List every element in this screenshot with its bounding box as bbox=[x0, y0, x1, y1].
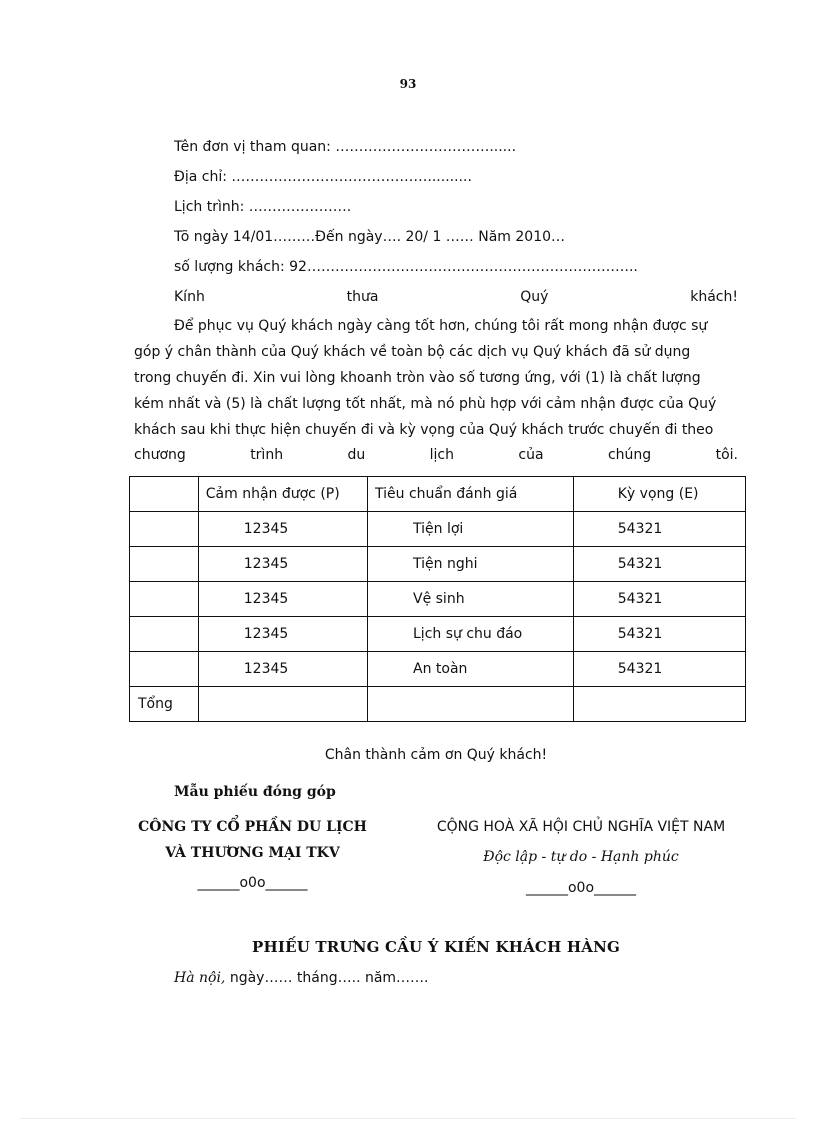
row-label-cell bbox=[130, 547, 199, 582]
expected-score-cell[interactable]: 54321 bbox=[573, 652, 745, 687]
row-label-cell bbox=[130, 652, 199, 687]
expected-score-cell[interactable]: 54321 bbox=[573, 547, 745, 582]
paragraph-line: khách sau khi thực hiện chuyến đi và kỳ vọng của Quý khách trước chuyến đi theo bbox=[134, 422, 714, 438]
table-row bbox=[130, 652, 746, 687]
company-name-line-2: VÀ THƯƠNG MẠI TKV bbox=[165, 845, 340, 861]
paragraph-word: trình bbox=[250, 447, 284, 463]
criterion-cell: Tiện lợi bbox=[368, 512, 574, 547]
perceived-score-cell[interactable]: 12345 bbox=[198, 582, 367, 617]
total-expected-cell[interactable] bbox=[573, 687, 745, 722]
expected-score-cell[interactable]: 54321 bbox=[573, 512, 745, 547]
form-template-title: Mẫu phiếu đóng góp bbox=[174, 784, 336, 800]
paragraph-line: trong chuyến đi. Xin vui lòng khoanh tròn vào số tương ứng, với (1) là chất lượng bbox=[134, 370, 701, 386]
date-blanks: ngày…… tháng….. năm……. bbox=[225, 970, 429, 986]
table-row bbox=[130, 582, 746, 617]
perceived-score-cell[interactable]: 12345 bbox=[198, 512, 367, 547]
republic-ornament: ______o0o______ bbox=[525, 880, 637, 896]
greeting-word: khách! bbox=[690, 289, 738, 305]
page-number: 93 bbox=[399, 77, 417, 91]
header-cell-expected: Kỳ vọng (E) bbox=[573, 477, 745, 512]
paragraph-line: góp ý chân thành của Quý khách về toàn bộ các dịch vụ Quý khách đã sử dụng bbox=[134, 344, 691, 360]
field-unit-name: Tên đơn vị tham quan: ……………………………...... bbox=[174, 139, 517, 155]
perceived-score-cell[interactable]: 12345 bbox=[198, 617, 367, 652]
company-ornament: ______o0o______ bbox=[197, 875, 308, 891]
paragraph-last-line bbox=[134, 447, 738, 463]
total-perceived-cell[interactable] bbox=[198, 687, 367, 722]
header-cell-perceived: Cảm nhận được (P) bbox=[198, 477, 367, 512]
perceived-score-cell[interactable]: 12345 bbox=[198, 547, 367, 582]
total-label-cell: Tổng bbox=[130, 687, 199, 722]
criterion-cell: An toàn bbox=[368, 652, 574, 687]
paragraph-line: Để phục vụ Quý khách ngày càng tốt hơn, chúng tôi rất mong nhận được sự bbox=[174, 318, 708, 334]
row-label-cell bbox=[130, 617, 199, 652]
table-row bbox=[130, 547, 746, 582]
republic-name: CỘNG HOÀ XÃ HỘI CHỦ NGHĨA VIỆT NAM bbox=[436, 819, 726, 835]
field-guest-count: số lượng khách: 92…………………………………………………………….. bbox=[174, 259, 638, 275]
paragraph-word: du bbox=[347, 447, 366, 463]
paragraph-word: chương bbox=[134, 447, 186, 463]
header-cell-criterion: Tiêu chuẩn đánh giá bbox=[368, 477, 574, 512]
criterion-cell: Tiện nghi bbox=[368, 547, 574, 582]
paragraph-word: tôi. bbox=[715, 447, 738, 463]
evaluation-table bbox=[129, 476, 746, 722]
intro-paragraph bbox=[134, 313, 738, 443]
field-dates: Tõ ngày 14/01………Đến ngày…. 20/ 1 …… Năm 2010… bbox=[174, 229, 566, 245]
table-header-row bbox=[130, 477, 746, 512]
survey-title: PHIẾU TRƯNG CẦU Ý KIẾN KHÁCH HÀNG bbox=[252, 938, 620, 956]
criterion-cell: Lịch sự chu đáo bbox=[368, 617, 574, 652]
page-bottom-rule bbox=[20, 1118, 796, 1119]
perceived-score-cell[interactable]: 12345 bbox=[198, 652, 367, 687]
greeting-word: Kính bbox=[174, 289, 205, 305]
greeting-word: thưa bbox=[346, 289, 379, 305]
thank-you-note: Chân thành cảm ơn Quý khách! bbox=[324, 747, 548, 763]
republic-motto: Độc lập - tự do - Hạnh phúc bbox=[483, 849, 679, 865]
table-row bbox=[130, 617, 746, 652]
paragraph-word: lịch bbox=[429, 447, 455, 463]
greeting bbox=[174, 289, 738, 305]
table-row bbox=[130, 512, 746, 547]
field-address: Địa chỉ: …………………………………….......... bbox=[174, 169, 472, 185]
row-label-cell bbox=[130, 582, 199, 617]
company-name-line-1: CÔNG TY CỔ PHẦN DU LỊCH bbox=[138, 819, 367, 835]
criterion-cell: Vệ sinh bbox=[368, 582, 574, 617]
table-total-row bbox=[130, 687, 746, 722]
paragraph-word: của bbox=[518, 447, 544, 463]
field-schedule: Lịch trình: …………………. bbox=[174, 199, 352, 215]
expected-score-cell[interactable]: 54321 bbox=[573, 582, 745, 617]
paragraph-word: chúng bbox=[607, 447, 652, 463]
greeting-word: Quý bbox=[520, 289, 549, 305]
row-label-cell bbox=[130, 512, 199, 547]
expected-score-cell[interactable]: 54321 bbox=[573, 617, 745, 652]
paragraph-line: kém nhất và (5) là chất lượng tốt nhất, mà nó phù hợp với cảm nhận được của Quý bbox=[134, 396, 717, 412]
date-place: Hà nội, bbox=[174, 970, 226, 986]
total-criterion-cell bbox=[368, 687, 574, 722]
header-cell-empty bbox=[130, 477, 199, 512]
date-line bbox=[174, 970, 429, 986]
